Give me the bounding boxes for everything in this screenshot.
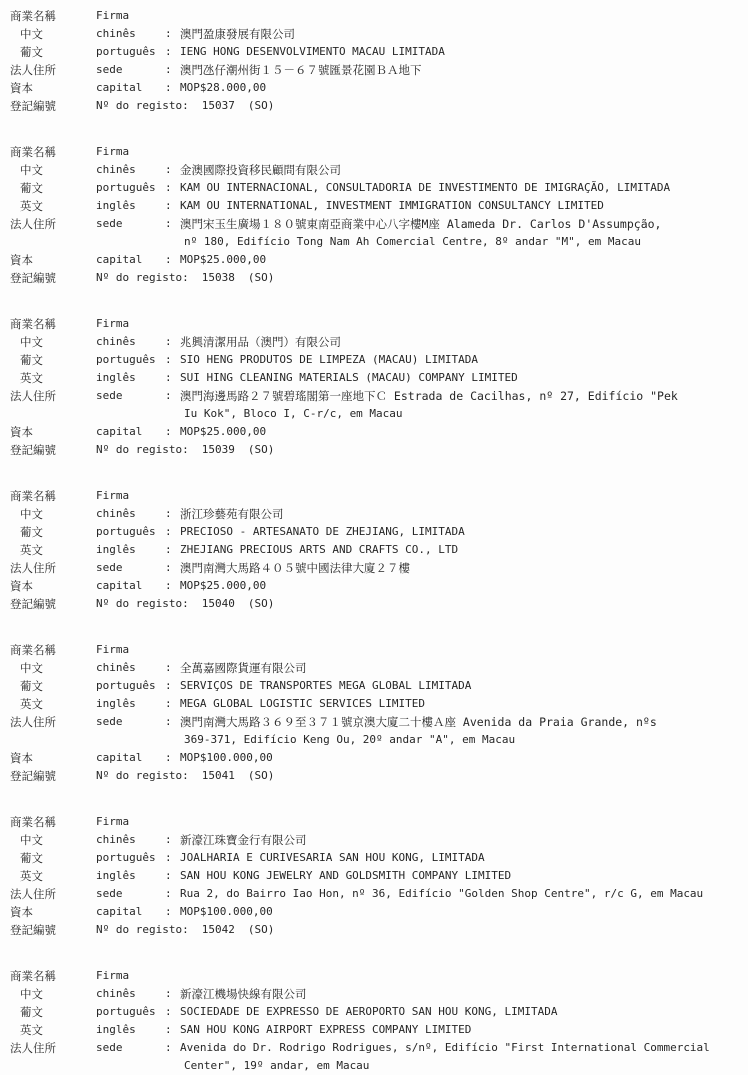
sede-label-pt: sede <box>96 887 123 900</box>
sede-row-continuation <box>10 405 742 423</box>
portuguese-label-pt: português <box>96 1005 156 1018</box>
sede-label-zh: 法人住所 <box>10 63 56 77</box>
colon: : <box>165 353 172 366</box>
portuguese-label-pt: português <box>96 851 156 864</box>
chinese-label-zh: 中文 <box>20 833 43 847</box>
firma-label-pt: Firma <box>96 969 130 982</box>
sede-row-continuation <box>10 731 742 749</box>
portuguese-label-zh: 葡文 <box>20 851 43 865</box>
chinese-name-row <box>10 333 742 351</box>
english-label-zh: 英文 <box>20 543 43 557</box>
firma-header-row <box>10 315 742 333</box>
sede-value-line2: 369-371, Edifício Keng Ou, 20º andar "A", em Macau <box>184 733 516 746</box>
capital-label-zh: 資本 <box>10 905 33 919</box>
colon: : <box>165 63 172 76</box>
english-label-zh: 英文 <box>20 1023 43 1037</box>
sede-row-continuation <box>10 233 742 251</box>
english-name-row <box>10 867 742 885</box>
chinese-label-zh: 中文 <box>20 163 43 177</box>
registo-label-zh: 登記編號 <box>10 443 56 457</box>
english-name-row <box>10 1021 742 1039</box>
firma-label-zh: 商業名稱 <box>10 643 56 657</box>
registo-number: 15042 <box>201 923 235 936</box>
sede-value: 澳門南灣大馬路４０５號中國法律大廈２７樓 <box>180 561 410 575</box>
colon: : <box>165 163 172 176</box>
sede-value-line2: Iu Kok", Bloco I, C-r/c, em Macau <box>184 407 403 420</box>
sede-value-line1: 澳門宋玉生廣場１８０號東南亞商業中心八字樓M座 Alameda Dr. Carlos D'Assumpção, <box>180 217 662 231</box>
english-name-row <box>10 369 742 387</box>
chinese-name-row <box>10 505 742 523</box>
colon: : <box>165 697 172 710</box>
chinese-label-zh: 中文 <box>20 335 43 349</box>
firma-header-row <box>10 143 742 161</box>
registry-entry-15040 <box>10 487 742 613</box>
registo-row <box>10 921 742 939</box>
registo-label-pt: Nº do registo: <box>96 443 189 456</box>
registry-entry-15039 <box>10 315 742 459</box>
registo-row <box>10 269 742 287</box>
portuguese-name-value: SOCIEDADE DE EXPRESSO DE AEROPORTO SAN HOU KONG, LIMITADA <box>180 1005 558 1018</box>
portuguese-name-value: PRECIOSO - ARTESANATO DE ZHEJIANG, LIMITADA <box>180 525 465 538</box>
portuguese-name-value: SERVIÇOS DE TRANSPORTES MEGA GLOBAL LIMITADA <box>180 679 472 692</box>
portuguese-name-row <box>10 677 742 695</box>
english-label-pt: inglês <box>96 371 136 384</box>
colon: : <box>165 253 172 266</box>
capital-label-zh: 資本 <box>10 253 33 267</box>
chinese-label-pt: chinês <box>96 987 136 1000</box>
colon: : <box>165 389 172 402</box>
firma-label-zh: 商業名稱 <box>10 145 56 159</box>
capital-value: MOP$100.000,00 <box>180 905 273 918</box>
chinese-label-zh: 中文 <box>20 27 43 41</box>
firma-label-zh: 商業名稱 <box>10 9 56 23</box>
colon: : <box>165 525 172 538</box>
english-label-pt: inglês <box>96 869 136 882</box>
colon: : <box>165 1023 172 1036</box>
registry-entry-15038 <box>10 143 742 287</box>
registo-number: 15039 <box>201 443 235 456</box>
registo-number: 15038 <box>201 271 235 284</box>
colon: : <box>165 181 172 194</box>
firma-header-row <box>10 813 742 831</box>
sede-label-zh: 法人住所 <box>10 389 56 403</box>
chinese-name-row <box>10 831 742 849</box>
capital-label-zh: 資本 <box>10 579 33 593</box>
registo-note: (SO) <box>247 99 275 112</box>
colon: : <box>165 45 172 58</box>
capital-label-zh: 資本 <box>10 425 33 439</box>
sede-value: Rua 2, do Bairro Iao Hon, nº 36, Edifício "Golden Shop Centre", r/c G, em Macau <box>180 887 704 900</box>
sede-label-pt: sede <box>96 1041 123 1054</box>
colon: : <box>165 661 172 674</box>
chinese-name-value: 全萬嘉國際貨運有限公司 <box>180 661 307 675</box>
colon: : <box>165 679 172 692</box>
portuguese-label-pt: português <box>96 353 156 366</box>
english-name-value: SAN HOU KONG JEWELRY AND GOLDSMITH COMPANY LIMITED <box>180 869 512 882</box>
chinese-name-value: 金澳國際投資移民顧問有限公司 <box>180 163 341 177</box>
portuguese-label-zh: 葡文 <box>20 45 43 59</box>
registo-label-zh: 登記編號 <box>10 99 56 113</box>
sede-value-line2: Center", 19º andar, em Macau <box>184 1059 370 1072</box>
capital-value: MOP$25.000,00 <box>180 579 267 592</box>
portuguese-name-value: JOALHARIA E CURIVESARIA SAN HOU KONG, LIMITADA <box>180 851 485 864</box>
capital-label-pt: capital <box>96 253 143 266</box>
registo-label-zh: 登記編號 <box>10 271 56 285</box>
sede-label-pt: sede <box>96 63 123 76</box>
english-name-value: SAN HOU KONG AIRPORT EXPRESS COMPANY LIMITED <box>180 1023 472 1036</box>
chinese-name-value: 浙江珍藝苑有限公司 <box>180 507 284 521</box>
portuguese-name-row <box>10 351 742 369</box>
capital-value: MOP$25.000,00 <box>180 425 267 438</box>
capital-value: MOP$100.000,00 <box>180 751 273 764</box>
sede-value-line1: 澳門海邊馬路２７號碧瑤閣第一座地下Ｃ Estrada de Cacilhas, nº 27, Edifício "Pek <box>180 389 678 403</box>
sede-label-zh: 法人住所 <box>10 887 56 901</box>
colon: : <box>165 217 172 230</box>
sede-label-zh: 法人住所 <box>10 561 56 575</box>
portuguese-name-row <box>10 43 742 61</box>
colon: : <box>165 751 172 764</box>
english-name-value: SUI HING CLEANING MATERIALS (MACAU) COMPANY LIMITED <box>180 371 518 384</box>
english-name-row <box>10 197 742 215</box>
sede-label-pt: sede <box>96 217 123 230</box>
chinese-label-pt: chinês <box>96 833 136 846</box>
capital-label-zh: 資本 <box>10 751 33 765</box>
registo-label-pt: Nº do registo: <box>96 923 189 936</box>
chinese-name-value: 新濠江機場快線有限公司 <box>180 987 307 1001</box>
capital-value: MOP$28.000,00 <box>180 81 267 94</box>
portuguese-label-zh: 葡文 <box>20 1005 43 1019</box>
english-label-zh: 英文 <box>20 199 43 213</box>
portuguese-name-value: KAM OU INTERNACIONAL, CONSULTADORIA DE INVESTIMENTO DE IMIGRAÇÃO, LIMITADA <box>180 181 671 194</box>
english-label-zh: 英文 <box>20 869 43 883</box>
colon: : <box>165 987 172 1000</box>
firma-label-pt: Firma <box>96 643 130 656</box>
sede-row <box>10 885 742 903</box>
english-name-value: MEGA GLOBAL LOGISTIC SERVICES LIMITED <box>180 697 426 710</box>
english-name-value: ZHEJIANG PRECIOUS ARTS AND CRAFTS CO., LTD <box>180 543 459 556</box>
english-label-pt: inglês <box>96 1023 136 1036</box>
registry-entry-15042 <box>10 813 742 939</box>
colon: : <box>165 561 172 574</box>
registry-entry-truncated <box>10 967 742 1075</box>
sede-label-zh: 法人住所 <box>10 217 56 231</box>
portuguese-name-row <box>10 179 742 197</box>
english-label-pt: inglês <box>96 697 136 710</box>
registo-note: (SO) <box>247 923 275 936</box>
capital-label-pt: capital <box>96 751 143 764</box>
firma-label-zh: 商業名稱 <box>10 317 56 331</box>
firma-header-row <box>10 967 742 985</box>
chinese-name-row <box>10 161 742 179</box>
chinese-label-pt: chinês <box>96 661 136 674</box>
portuguese-name-value: SIO HENG PRODUTOS DE LIMPEZA (MACAU) LIMITADA <box>180 353 479 366</box>
chinese-name-row <box>10 985 742 1003</box>
registo-label-zh: 登記編號 <box>10 769 56 783</box>
colon: : <box>165 81 172 94</box>
firma-header-row <box>10 7 742 25</box>
capital-value: MOP$25.000,00 <box>180 253 267 266</box>
registo-note: (SO) <box>247 597 275 610</box>
colon: : <box>165 199 172 212</box>
colon: : <box>165 335 172 348</box>
registo-row <box>10 97 742 115</box>
sede-row <box>10 387 742 405</box>
sede-value-line2: nº 180, Edifício Tong Nam Ah Comercial Centre, 8º andar "M", em Macau <box>184 235 641 248</box>
portuguese-name-value: IENG HONG DESENVOLVIMENTO MACAU LIMITADA <box>180 45 445 58</box>
capital-row <box>10 251 742 269</box>
sede-label-zh: 法人住所 <box>10 1041 56 1055</box>
registo-note: (SO) <box>247 271 275 284</box>
sede-value: 澳門氹仔潮州街１５－６７號匯景花園ＢＡ地下 <box>180 63 422 77</box>
sede-row <box>10 215 742 233</box>
firma-label-pt: Firma <box>96 489 130 502</box>
registo-label-pt: Nº do registo: <box>96 769 189 782</box>
chinese-name-value: 澳門盈康發展有限公司 <box>180 27 295 41</box>
colon: : <box>165 425 172 438</box>
registo-row <box>10 441 742 459</box>
portuguese-label-zh: 葡文 <box>20 679 43 693</box>
english-label-zh: 英文 <box>20 371 43 385</box>
firma-header-row <box>10 487 742 505</box>
sede-label-pt: sede <box>96 389 123 402</box>
sede-label-pt: sede <box>96 715 123 728</box>
capital-label-zh: 資本 <box>10 81 33 95</box>
chinese-label-zh: 中文 <box>20 661 43 675</box>
capital-row <box>10 903 742 921</box>
portuguese-label-zh: 葡文 <box>20 525 43 539</box>
registo-note: (SO) <box>247 443 275 456</box>
firma-label-pt: Firma <box>96 317 130 330</box>
chinese-label-pt: chinês <box>96 163 136 176</box>
firma-label-zh: 商業名稱 <box>10 969 56 983</box>
portuguese-name-row <box>10 849 742 867</box>
colon: : <box>165 579 172 592</box>
colon: : <box>165 1005 172 1018</box>
capital-label-pt: capital <box>96 425 143 438</box>
english-name-row <box>10 695 742 713</box>
registo-label-pt: Nº do registo: <box>96 597 189 610</box>
registo-label-zh: 登記編號 <box>10 923 56 937</box>
chinese-label-pt: chinês <box>96 507 136 520</box>
capital-row <box>10 577 742 595</box>
portuguese-label-zh: 葡文 <box>20 181 43 195</box>
chinese-label-pt: chinês <box>96 335 136 348</box>
registo-row <box>10 767 742 785</box>
registo-number: 15041 <box>201 769 235 782</box>
colon: : <box>165 371 172 384</box>
chinese-label-zh: 中文 <box>20 507 43 521</box>
capital-label-pt: capital <box>96 579 143 592</box>
registo-number: 15037 <box>201 99 235 112</box>
chinese-name-row <box>10 25 742 43</box>
capital-row <box>10 79 742 97</box>
registo-label-zh: 登記編號 <box>10 597 56 611</box>
capital-row <box>10 423 742 441</box>
english-label-pt: inglês <box>96 199 136 212</box>
english-label-pt: inglês <box>96 543 136 556</box>
colon: : <box>165 887 172 900</box>
registo-row <box>10 595 742 613</box>
firma-label-pt: Firma <box>96 815 130 828</box>
sede-row <box>10 1039 742 1057</box>
registo-label-pt: Nº do registo: <box>96 271 189 284</box>
portuguese-label-pt: português <box>96 525 156 538</box>
sede-label-zh: 法人住所 <box>10 715 56 729</box>
chinese-name-value: 新濠江珠寶金行有限公司 <box>180 833 307 847</box>
portuguese-name-row <box>10 1003 742 1021</box>
english-name-row <box>10 541 742 559</box>
capital-label-pt: capital <box>96 81 143 94</box>
firma-header-row <box>10 641 742 659</box>
chinese-label-pt: chinês <box>96 27 136 40</box>
registo-number: 15040 <box>201 597 235 610</box>
sede-row-continuation <box>10 1057 742 1075</box>
colon: : <box>165 1041 172 1054</box>
sede-row <box>10 713 742 731</box>
chinese-label-zh: 中文 <box>20 987 43 1001</box>
portuguese-label-zh: 葡文 <box>20 353 43 367</box>
firma-label-zh: 商業名稱 <box>10 815 56 829</box>
portuguese-label-pt: português <box>96 181 156 194</box>
colon: : <box>165 715 172 728</box>
portuguese-name-row <box>10 523 742 541</box>
firma-label-zh: 商業名稱 <box>10 489 56 503</box>
sede-value-line1: 澳門南灣大馬路３６９至３７１號京澳大廈二十樓Ａ座 Avenida da Praia Grande, nºs <box>180 715 657 729</box>
sede-row <box>10 61 742 79</box>
portuguese-label-pt: português <box>96 45 156 58</box>
chinese-name-value: 兆興清潔用品（澳門）有限公司 <box>180 335 341 349</box>
colon: : <box>165 507 172 520</box>
capital-row <box>10 749 742 767</box>
registry-entry-15041 <box>10 641 742 785</box>
colon: : <box>165 27 172 40</box>
portuguese-label-pt: português <box>96 679 156 692</box>
colon: : <box>165 905 172 918</box>
registo-note: (SO) <box>247 769 275 782</box>
chinese-name-row <box>10 659 742 677</box>
sede-label-pt: sede <box>96 561 123 574</box>
capital-label-pt: capital <box>96 905 143 918</box>
registry-entry-15037 <box>10 7 742 115</box>
colon: : <box>165 833 172 846</box>
colon: : <box>165 543 172 556</box>
sede-row <box>10 559 742 577</box>
sede-value-line1: Avenida do Dr. Rodrigo Rodrigues, s/nº, Edifício "First International Commercial <box>180 1041 710 1054</box>
english-name-value: KAM OU INTERNATIONAL, INVESTMENT IMMIGRATION CONSULTANCY LIMITED <box>180 199 604 212</box>
english-label-zh: 英文 <box>20 697 43 711</box>
colon: : <box>165 869 172 882</box>
firma-label-pt: Firma <box>96 145 130 158</box>
firma-label-pt: Firma <box>96 9 130 22</box>
registo-label-pt: Nº do registo: <box>96 99 189 112</box>
colon: : <box>165 851 172 864</box>
